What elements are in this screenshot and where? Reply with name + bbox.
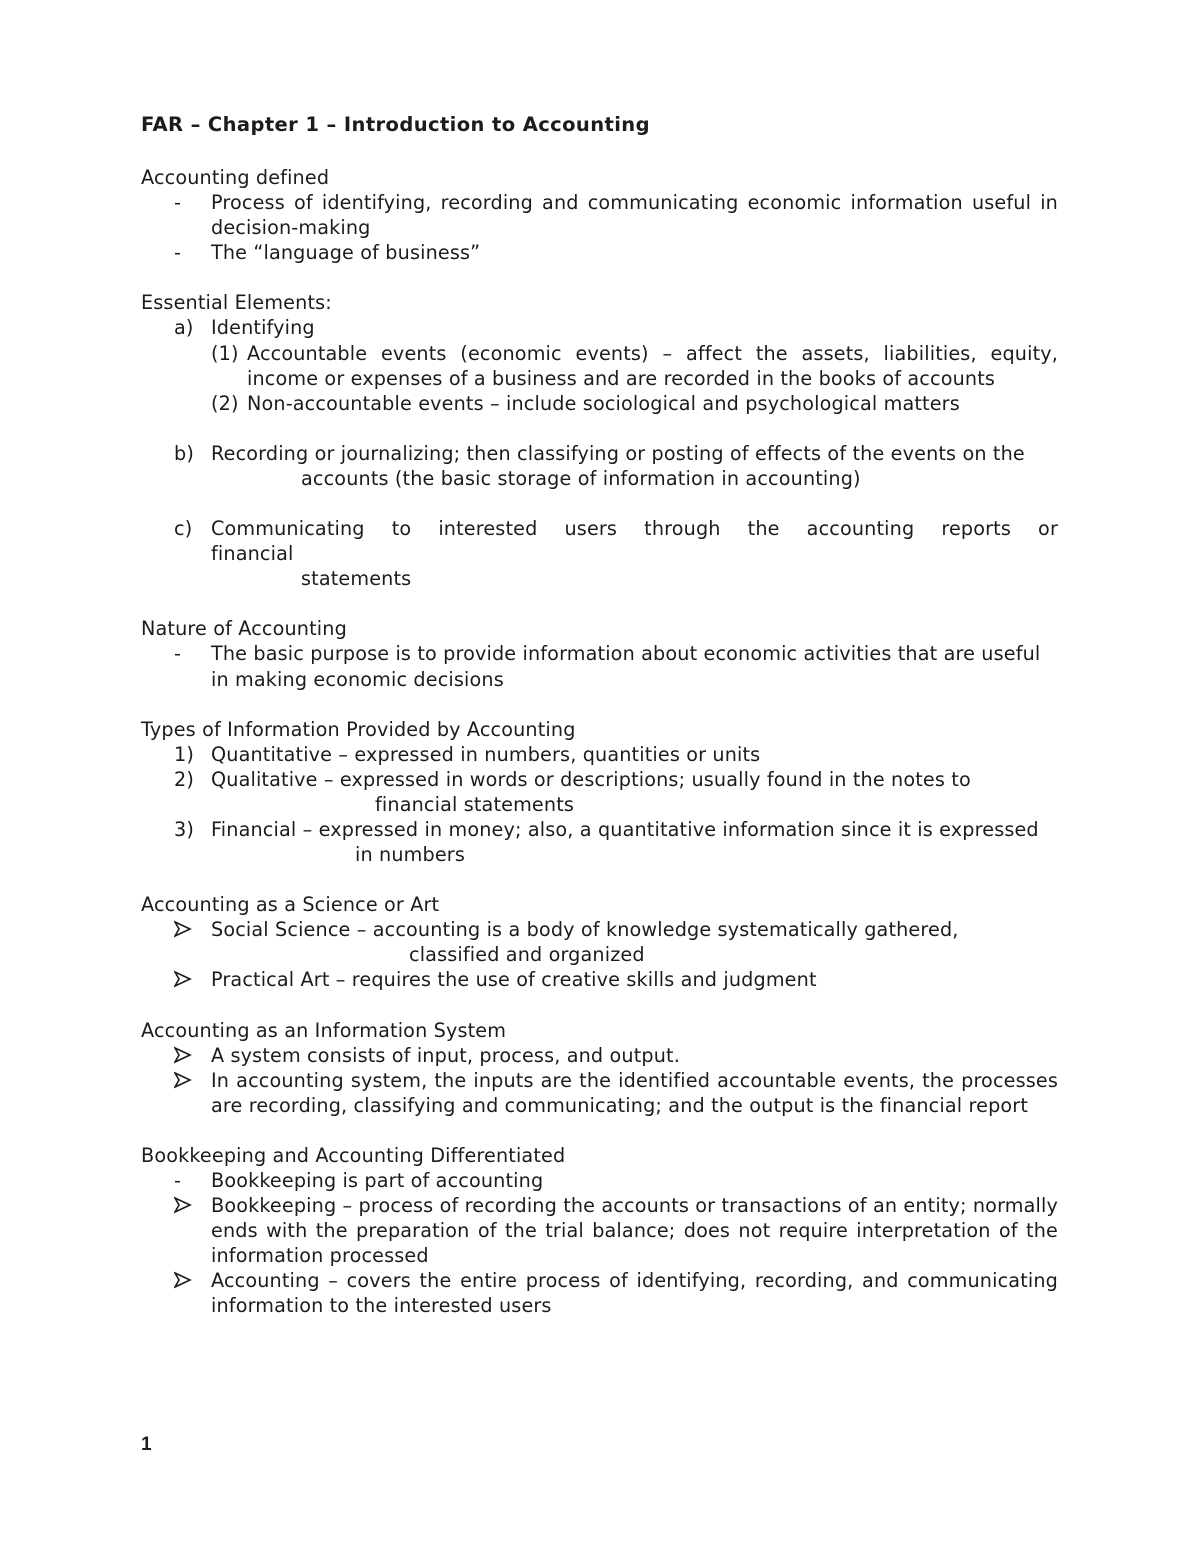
arrow-bullet-icon — [174, 1268, 192, 1293]
list-item-text: Bookkeeping – process of recording the accounts or transactions of an entity; normally ends with the preparation of the trial balance; does not require interpretation of the information processed — [211, 1194, 1058, 1268]
list-item-text: A system consists of input, process, and output. — [211, 1043, 680, 1067]
list-item — [141, 1068, 1058, 1118]
list-item — [141, 315, 1058, 340]
page-number: 1 — [141, 1434, 152, 1455]
list-item-text: Quantitative – expressed in numbers, quantities or units — [211, 742, 761, 766]
sub-list-item-text: Accountable events (economic events) – affect the assets, liabilities, equity, income or expenses of a business and are recorded in the books of accounts — [247, 341, 1058, 390]
list-item-text: Process of identifying, recording and communicating economic information useful in decision-making — [211, 191, 1058, 240]
list-item — [141, 967, 1058, 992]
number-marker: 3) — [174, 817, 194, 841]
letter-marker: a) — [174, 316, 194, 340]
section-heading: Accounting as an Information System — [141, 1018, 507, 1042]
section-heading: Essential Elements: — [141, 291, 332, 315]
section-nature-of-accounting — [141, 616, 1058, 691]
list-item-text: Communicating to interested users through the accounting reports or financial — [211, 517, 1058, 566]
list-item-text: Social Science – accounting is a body of knowledge systematically gathered, — [211, 918, 959, 942]
list-item — [141, 1168, 1058, 1193]
list-item-text: The “language of business” — [211, 241, 481, 265]
document-title: FAR – Chapter 1 – Introduction to Accounting — [141, 113, 650, 136]
list-item — [141, 917, 1058, 967]
arrow-bullet-icon — [174, 967, 192, 992]
number-marker: 1) — [174, 742, 194, 766]
arrow-bullet-icon — [174, 1193, 192, 1218]
document-body — [141, 112, 1058, 1344]
letter-marker: b) — [174, 441, 194, 465]
list-item — [141, 1043, 1058, 1068]
section-heading: Bookkeeping and Accounting Differentiated — [141, 1143, 566, 1167]
list-item-text: Bookkeeping is part of accounting — [211, 1169, 544, 1192]
list-item-text: Financial – expressed in money; also, a quantitative information since it is expressed — [211, 817, 1039, 841]
section-heading: Accounting defined — [141, 166, 330, 189]
arrow-bullet-icon — [174, 917, 192, 942]
list-item — [141, 516, 1058, 591]
arrow-bullet-icon — [174, 1068, 192, 1093]
dash-marker: - — [174, 241, 182, 265]
arrow-bullet-icon — [174, 1043, 192, 1068]
list-item — [141, 767, 1058, 817]
list-item-continuation: financial statements — [375, 792, 575, 816]
section-science-or-art — [141, 892, 1058, 992]
section-essential-elements — [141, 290, 1058, 591]
section-heading: Nature of Accounting — [141, 617, 347, 641]
list-item — [141, 817, 1058, 867]
section-types-of-information — [141, 717, 1058, 868]
section-bookkeeping — [141, 1143, 1058, 1319]
list-item-continuation: accounts (the basic storage of information in accounting) — [301, 466, 861, 490]
list-item-continuation: classified and organized — [409, 943, 645, 967]
number-marker: 2) — [174, 767, 194, 791]
letter-marker: c) — [174, 517, 193, 541]
number-marker: (2) — [211, 391, 239, 415]
number-marker: (1) — [211, 341, 239, 365]
list-item-text: Qualitative – expressed in words or descriptions; usually found in the notes to — [211, 767, 971, 791]
section-information-system — [141, 1018, 1058, 1118]
list-item — [141, 742, 1058, 767]
list-item-text: Practical Art – requires the use of creative skills and judgment — [211, 968, 817, 992]
section-heading: Types of Information Provided by Accounting — [141, 717, 576, 741]
sub-list-item-text: Non-accountable events – include sociological and psychological matters — [247, 391, 960, 415]
spacer — [141, 416, 1058, 441]
list-item — [141, 1268, 1058, 1318]
list-item — [141, 441, 1058, 491]
list-item — [141, 190, 1058, 240]
list-item — [141, 641, 1058, 691]
list-item-text: In accounting system, the inputs are the identified accountable events, the processes are recording, classifying and communicating; and the output is the financial report — [211, 1068, 1058, 1117]
dash-marker: - — [174, 1169, 182, 1192]
list-item-text: Recording or journalizing; then classifying or posting of effects of the events on the — [211, 441, 1025, 465]
list-item-text: The basic purpose is to provide information about economic activities that are useful in making economic decisions — [211, 642, 1041, 691]
dash-marker: - — [174, 191, 182, 215]
list-item — [141, 1193, 1058, 1268]
sub-list-item — [141, 391, 1058, 416]
list-item-text: Accounting – covers the entire process of identifying, recording, and communicating information to the interested users — [211, 1269, 1058, 1318]
section-heading: Accounting as a Science or Art — [141, 893, 440, 917]
section-accounting-defined — [141, 165, 1058, 265]
sub-list-item — [141, 341, 1058, 391]
list-item-continuation: statements — [301, 567, 412, 591]
list-item-text: Identifying — [211, 316, 315, 340]
list-item — [141, 240, 1058, 265]
dash-marker: - — [174, 642, 182, 666]
spacer — [141, 491, 1058, 516]
list-item-continuation: in numbers — [355, 843, 465, 867]
